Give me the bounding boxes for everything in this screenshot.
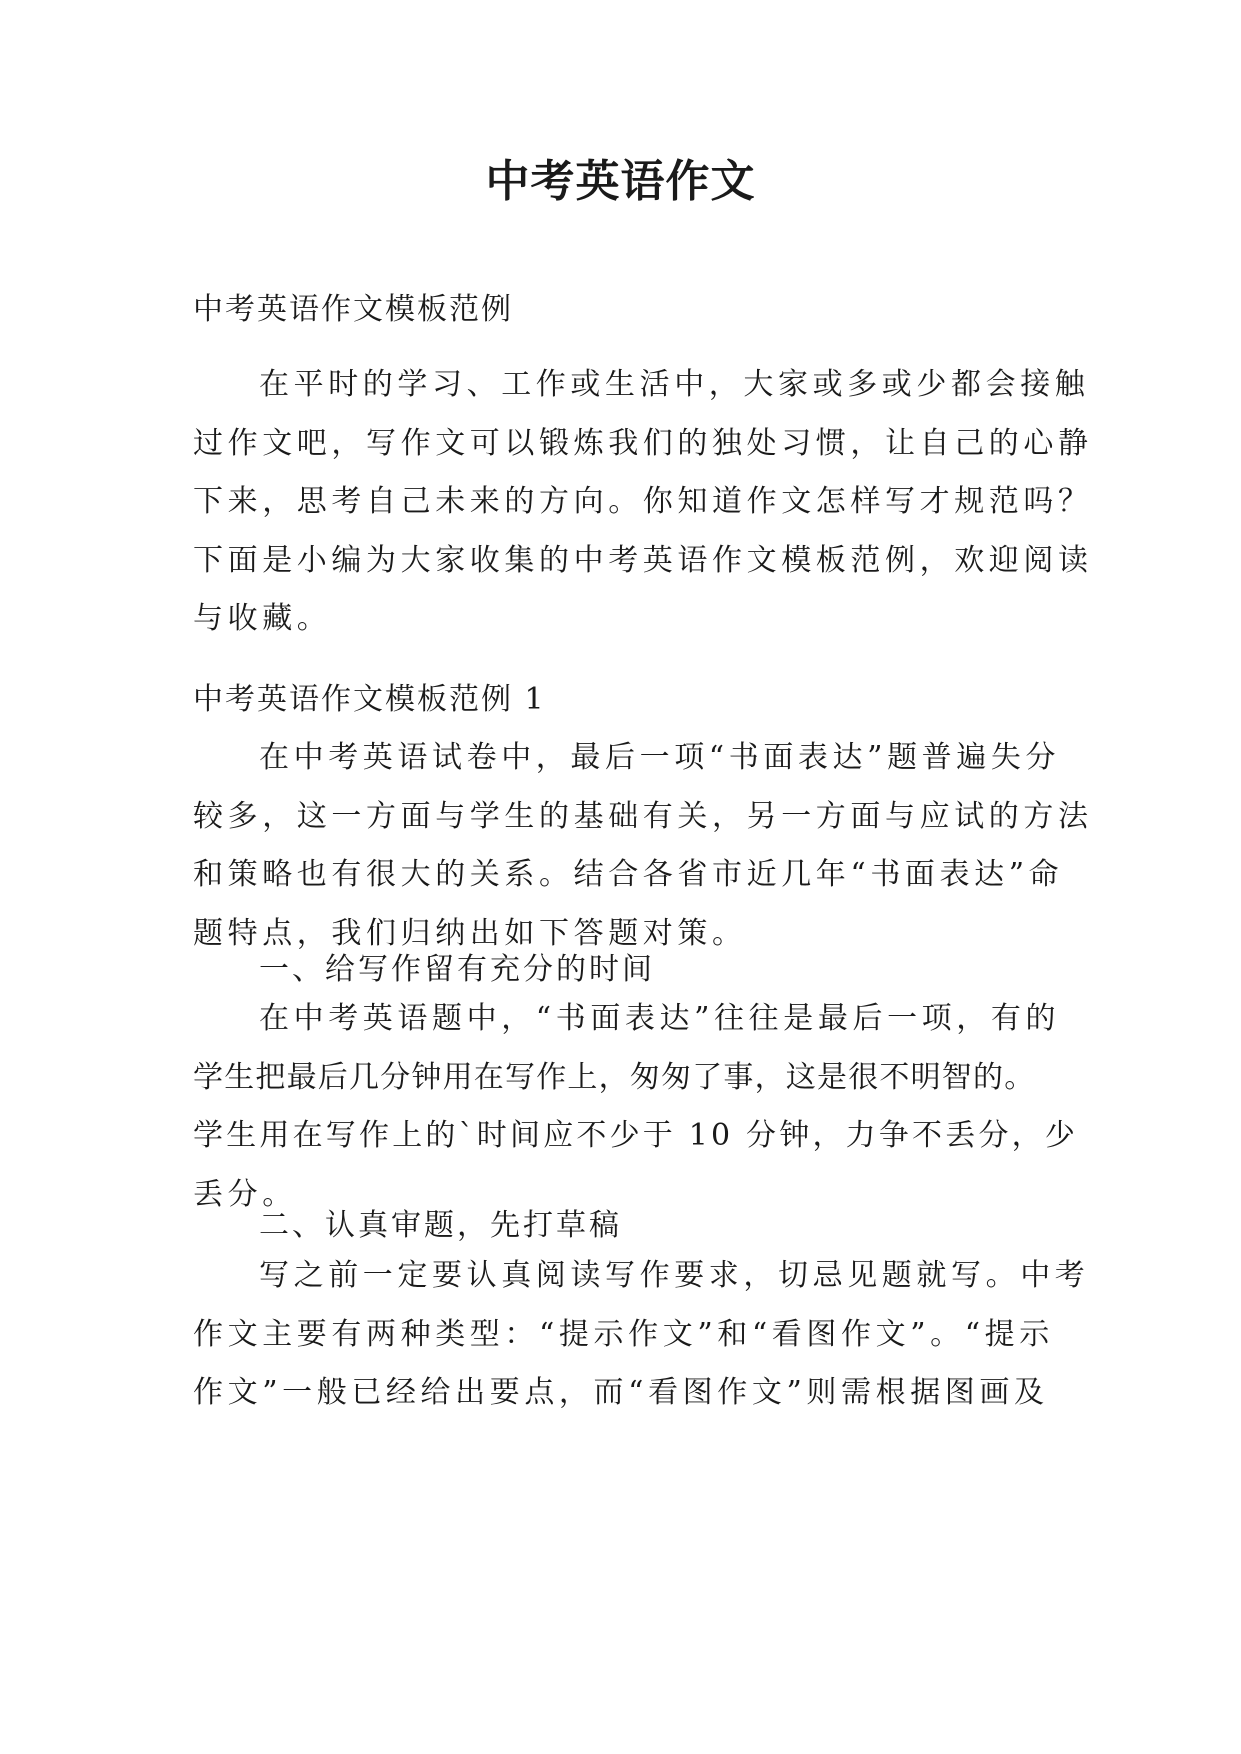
section-1-line: 丢分。	[193, 1176, 297, 1212]
section-2-line: 作文主要有两种类型：“提示作文”和“看图作文”。“提示	[193, 1316, 1054, 1352]
section-1-heading: 一、给写作留有充分的时间	[259, 952, 655, 987]
section-1-line: 学生把最后几分钟用在写作上，匆匆了事，这是很不明智的。	[193, 1059, 1036, 1095]
section-1-line: 在中考英语题中，“书面表达”往往是最后一项，有的	[259, 1001, 1061, 1036]
example-heading: 中考英语作文模板范例 1	[193, 682, 546, 717]
example-intro-paragraph	[193, 729, 1093, 963]
example-intro-line: 在中考英语试卷中，最后一项“书面表达”题普遍失分	[259, 740, 1061, 775]
intro-line: 与收藏。	[193, 601, 332, 636]
section-2-line: 写之前一定要认真阅读写作要求，切忌见题就写。中考	[259, 1258, 1090, 1293]
intro-line: 下面是小编为大家收集的中考英语作文模板范例，欢迎阅读	[193, 542, 1093, 578]
intro-line: 下来，思考自己未来的方向。你知道作文怎样写才规范吗？	[193, 484, 1093, 519]
example-intro-line: 较多，这一方面与学生的基础有关，另一方面与应试的方法	[193, 798, 1093, 834]
intro-paragraph	[193, 356, 1093, 649]
example-intro-line: 和策略也有很大的关系。结合各省市近几年“书面表达”命	[193, 857, 1064, 892]
example-intro-line: 题特点，我们归纳出如下答题对策。	[193, 915, 747, 951]
intro-line: 在平时的学习、工作或生活中，大家或多或少都会接触	[259, 367, 1090, 402]
document-subtitle: 中考英语作文模板范例	[193, 292, 513, 327]
document-title: 中考英语作文	[485, 156, 756, 207]
section-2-heading: 二、认真审题，先打草稿	[259, 1208, 622, 1243]
section-1-line: 学生用在写作上的`时间应不少于 10 分钟，力争不丢分，少	[193, 1118, 1079, 1153]
section-2-line: 作文”一般已经给出要点，而“看图作文”则需根据图画及	[193, 1375, 1049, 1410]
section-1-paragraph	[193, 990, 1079, 1224]
intro-line: 过作文吧，写作文可以锻炼我们的独处习惯，让自己的心静	[193, 425, 1093, 461]
section-2-paragraph	[193, 1247, 1090, 1423]
